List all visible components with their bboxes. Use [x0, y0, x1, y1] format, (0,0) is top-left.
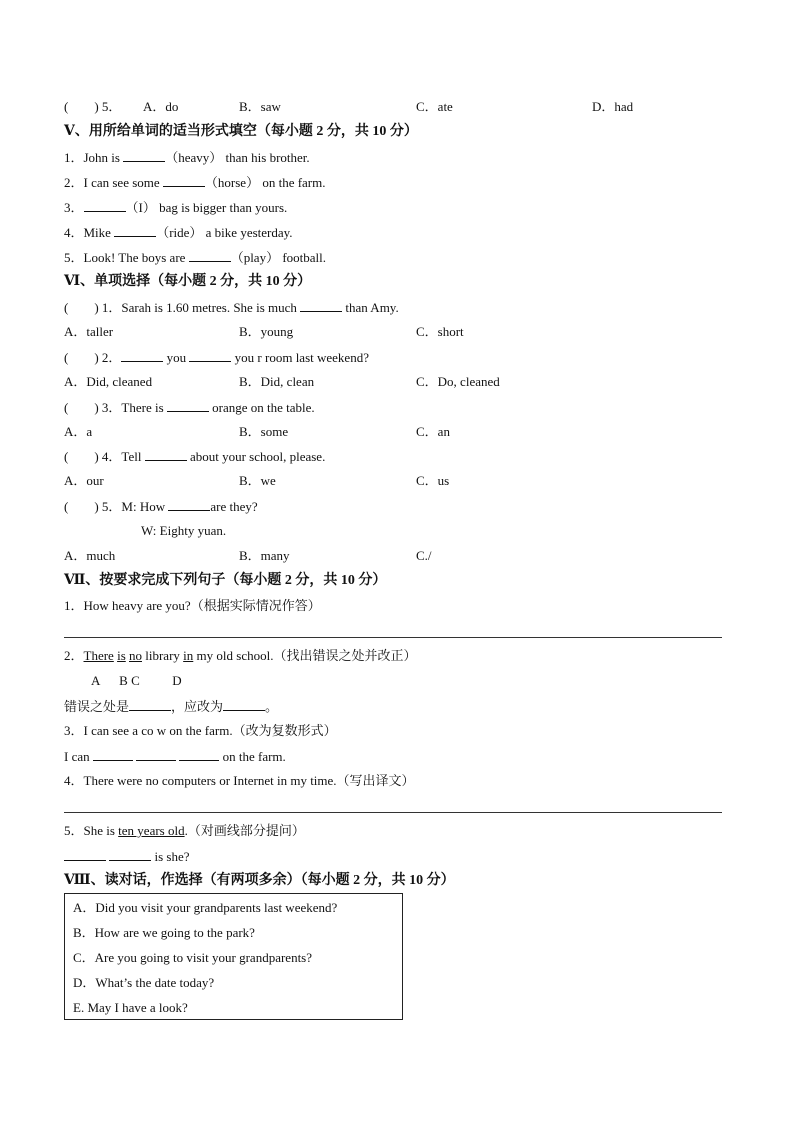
answer-blank[interactable]: [163, 174, 205, 187]
s7-q5-answer: is she?: [64, 848, 190, 865]
s6-q2-option-c: C．Do, cleaned: [416, 374, 500, 389]
answer-blank[interactable]: [223, 698, 265, 711]
question-number: ( ) 5．: [64, 99, 122, 114]
s6-q3: ( ) 3．There is orange on the table.: [64, 400, 315, 415]
answer-blank[interactable]: [109, 848, 151, 861]
answer-blank[interactable]: [93, 748, 133, 761]
option-b: B．How are we going to the park?: [73, 925, 255, 940]
s6-q3-option-b: B．some: [239, 424, 289, 439]
s6-q4-option-b: B．we: [239, 473, 276, 488]
option-d: D．had: [592, 99, 634, 114]
question-5-prev: [64, 99, 121, 115]
option-c: C．ate: [416, 99, 453, 114]
answer-blank[interactable]: [168, 498, 210, 511]
section-6-heading: Ⅵ、单项选择（每小题 2 分，共 10 分）: [64, 274, 312, 289]
s6-q5: ( ) 5．M: How are they?: [64, 499, 258, 514]
s6-q1-option-c: C．short: [416, 324, 464, 339]
s6-q2-option-b: B．Did, clean: [239, 374, 315, 389]
option-b: B．saw: [239, 99, 281, 114]
s6-q1-option-b: B．young: [239, 324, 294, 339]
s6-q5-option-b: B．many: [239, 548, 290, 563]
option-d: D．What’s the date today?: [73, 975, 215, 990]
answer-blank[interactable]: [300, 299, 342, 312]
s5-item-2: 2．I can see some （horse） on the farm.: [64, 175, 326, 190]
answer-blank[interactable]: [189, 249, 231, 262]
section-8-heading: Ⅷ、读对话，作选择（有两项多余）（每小题 2 分，共 10 分）: [64, 873, 455, 888]
s7-q2-letters: A B C D: [91, 673, 182, 688]
answer-blank[interactable]: [84, 199, 126, 212]
answer-blank[interactable]: [189, 349, 231, 362]
section-7-heading: Ⅶ、按要求完成下列句子（每小题 2 分，共 10 分）: [64, 573, 387, 588]
answer-blank[interactable]: [64, 848, 106, 861]
s6-q2-option-a: A．Did, cleaned: [64, 374, 153, 389]
answer-blank[interactable]: [114, 224, 156, 237]
s6-q4: ( ) 4．Tell about your school, please.: [64, 449, 326, 464]
answer-blank[interactable]: [145, 448, 187, 461]
s7-q4: 4．There were no computers or Internet in my time.（写出译文）: [64, 773, 415, 788]
s7-q2: 2．There is no library in my old school.（找出错误之处并改正）: [64, 648, 417, 663]
s6-q3-option-c: C．an: [416, 424, 450, 439]
section-5-heading: Ⅴ、用所给单词的适当形式填空（每小题 2 分，共 10 分）: [64, 124, 418, 139]
answer-blank[interactable]: [123, 149, 165, 162]
s6-q4-option-a: A．our: [64, 473, 104, 488]
s6-q5-option-c: C./: [416, 548, 432, 563]
s5-item-1: 1．John is （heavy） than his brother.: [64, 150, 310, 165]
option-a: A．do: [143, 99, 179, 114]
s5-item-3: 3． （I） bag is bigger than yours.: [64, 200, 288, 215]
s6-q1: ( ) 1．Sarah is 1.60 metres. She is much than Amy.: [64, 300, 399, 315]
option-e: E. May I have a look?: [73, 1000, 188, 1015]
answer-blank[interactable]: [129, 698, 171, 711]
option-c: C．Are you going to visit your grandparents?: [73, 950, 313, 965]
s7-q1: 1．How heavy are you?（根据实际情况作答）: [64, 598, 321, 613]
s6-q4-option-c: C．us: [416, 473, 450, 488]
s6-q1-option-a: A．taller: [64, 324, 114, 339]
s5-item-4: 4．Mike （ride） a bike yesterday.: [64, 225, 293, 240]
answer-line[interactable]: [64, 812, 722, 813]
s7-q5: 5．She is ten years old.（对画线部分提问）: [64, 823, 305, 838]
answer-blank[interactable]: [136, 748, 176, 761]
s6-q3-option-a: A．a: [64, 424, 93, 439]
s7-q3: 3．I can see a co w on the farm.（改为复数形式）: [64, 723, 337, 738]
s5-item-5: 5．Look! The boys are （play） football.: [64, 250, 327, 265]
answer-blank[interactable]: [167, 399, 209, 412]
s7-q2-answer: 错误之处是 ，应改为 。: [64, 699, 279, 714]
s7-q3-answer: I can on the farm.: [64, 749, 286, 764]
option-a: A．Did you visit your grandparents last weekend?: [73, 900, 338, 915]
answer-line[interactable]: [64, 637, 722, 638]
s6-q5-option-a: A．much: [64, 548, 116, 563]
s6-q5-dialog-line: W: Eighty yuan.: [141, 523, 227, 538]
options-box: [64, 893, 403, 1020]
answer-blank[interactable]: [179, 748, 219, 761]
s6-q2: ( ) 2． you you r room last weekend?: [64, 350, 369, 365]
answer-blank[interactable]: [121, 349, 163, 362]
